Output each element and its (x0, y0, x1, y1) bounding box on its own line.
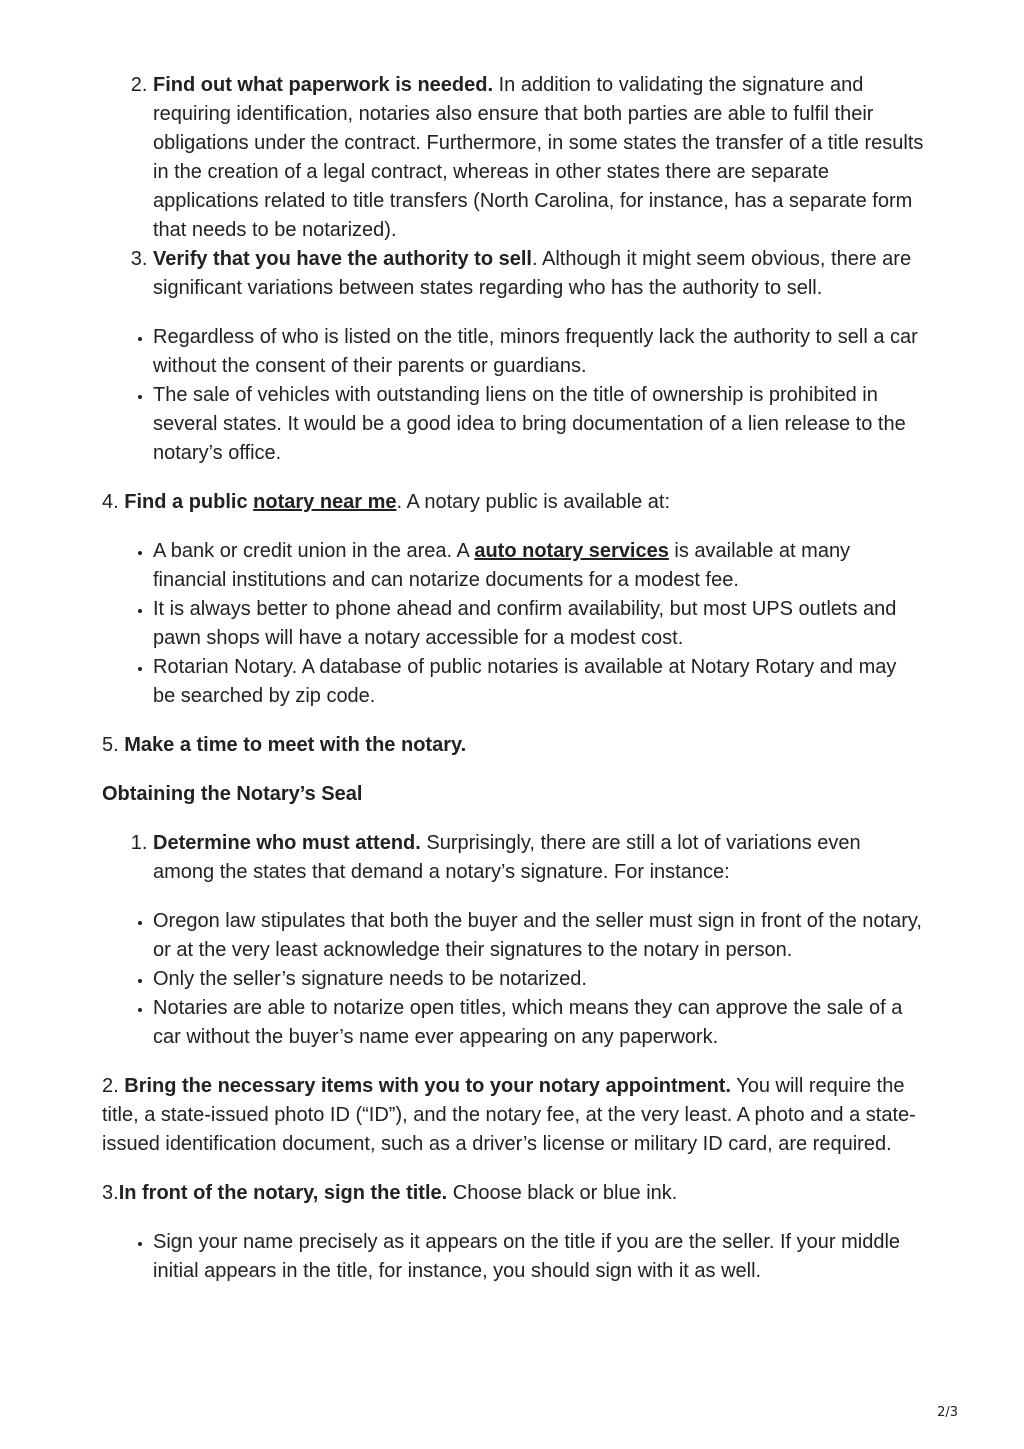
list-item: • A bank or credit union in the area. A auto notary services is available at many financial institutions and can notarize documents for a modest fee. (153, 537, 924, 595)
step-text: Choose black or blue ink. (447, 1182, 678, 1204)
bullet-list-authority (102, 323, 924, 468)
list-item: • Oregon law stipulates that both the buyer and the seller must sign in front of the notary, or at the very least acknowledge their signatures to the notary in person. (153, 907, 924, 965)
list-item (153, 245, 924, 303)
bullet-list-attend (102, 907, 924, 1052)
step-heading: Find a public (124, 491, 254, 513)
step-number: 4. (102, 491, 125, 513)
list-item (153, 829, 924, 887)
item-heading: Verify that you have the authority to sell (153, 248, 532, 270)
item-text: Surprisingly, there are still a lot of variations even among the states that demand a notary’s signature. For instance: (153, 832, 861, 883)
step-heading: Make a time to meet with the notary. (124, 734, 467, 756)
list-item: • It is always better to phone ahead and confirm availability, but most UPS outlets and pawn shops will have a notary accessible for a modest cost. (153, 595, 924, 653)
item-heading: Determine who must attend. (153, 832, 421, 854)
list-item: • Notaries are able to notarize open titles, which means they can approve the sale of a car without the buyer’s name ever appearing on any paperwork. (153, 994, 924, 1052)
step-b2-paragraph (102, 1072, 924, 1159)
step-b3-paragraph (102, 1179, 924, 1208)
bullet-list-sign (102, 1228, 924, 1286)
bullet-list-locations (102, 537, 924, 711)
item-text: In addition to validating the signature and requiring identification, notaries also ensure that both parties are able to fulfil their obligations under the contract. Furthermore, in some states the transfer of a title results in the creation of a legal contract, whereas in other states there are separate applications related to title transfers (North Carolina, for instance, has a separate form that needs to be notarized). (153, 74, 924, 241)
numbered-list-attend (102, 829, 924, 887)
item-heading: Find out what paperwork is needed. (153, 74, 494, 96)
notary-near-me-link[interactable]: notary near me (253, 491, 397, 513)
list-item: • Rotarian Notary. A database of public notaries is available at Notary Rotary and may be searched by zip code. (153, 653, 924, 711)
list-item (153, 71, 924, 245)
list-item: • The sale of vehicles with outstanding liens on the title of ownership is prohibited in several states. It would be a good idea to bring documentation of a lien release to the notary’s office. (153, 381, 924, 468)
auto-notary-services-link[interactable]: auto notary services (474, 540, 669, 562)
numbered-list-requirements (102, 71, 924, 303)
step-5-paragraph (102, 731, 924, 760)
step-4-paragraph (102, 488, 924, 517)
item-text: . Although it might seem obvious, there are significant variations between states regarding who has the authority to sell. (153, 248, 912, 299)
section-heading: Obtaining the Notary’s Seal (102, 783, 363, 805)
step-text: . A notary public is available at: (396, 491, 671, 513)
step-number: 5. (102, 734, 125, 756)
step-heading: Bring the necessary items with you to your notary appointment. (124, 1075, 732, 1097)
step-text: You will require the title, a state-issued photo ID (“ID”), and the notary fee, at the very least. A photo and a state-issued identification document, such as a driver’s license or military ID card, are required. (102, 1075, 916, 1155)
list-item: • Regardless of who is listed on the title, minors frequently lack the authority to sell a car without the consent of their parents or guardians. (153, 323, 924, 381)
document-page (102, 71, 924, 1286)
step-number: 2. (102, 1075, 125, 1097)
list-item: • Only the seller’s signature needs to be notarized. (153, 965, 924, 994)
step-heading: In front of the notary, sign the title. (118, 1182, 448, 1204)
list-item: • Sign your name precisely as it appears on the title if you are the seller. If your middle initial appears in the title, for instance, you should sign with it as well. (153, 1228, 924, 1286)
step-number: 3. (102, 1182, 119, 1204)
page-number: 2/3 (937, 1405, 958, 1420)
